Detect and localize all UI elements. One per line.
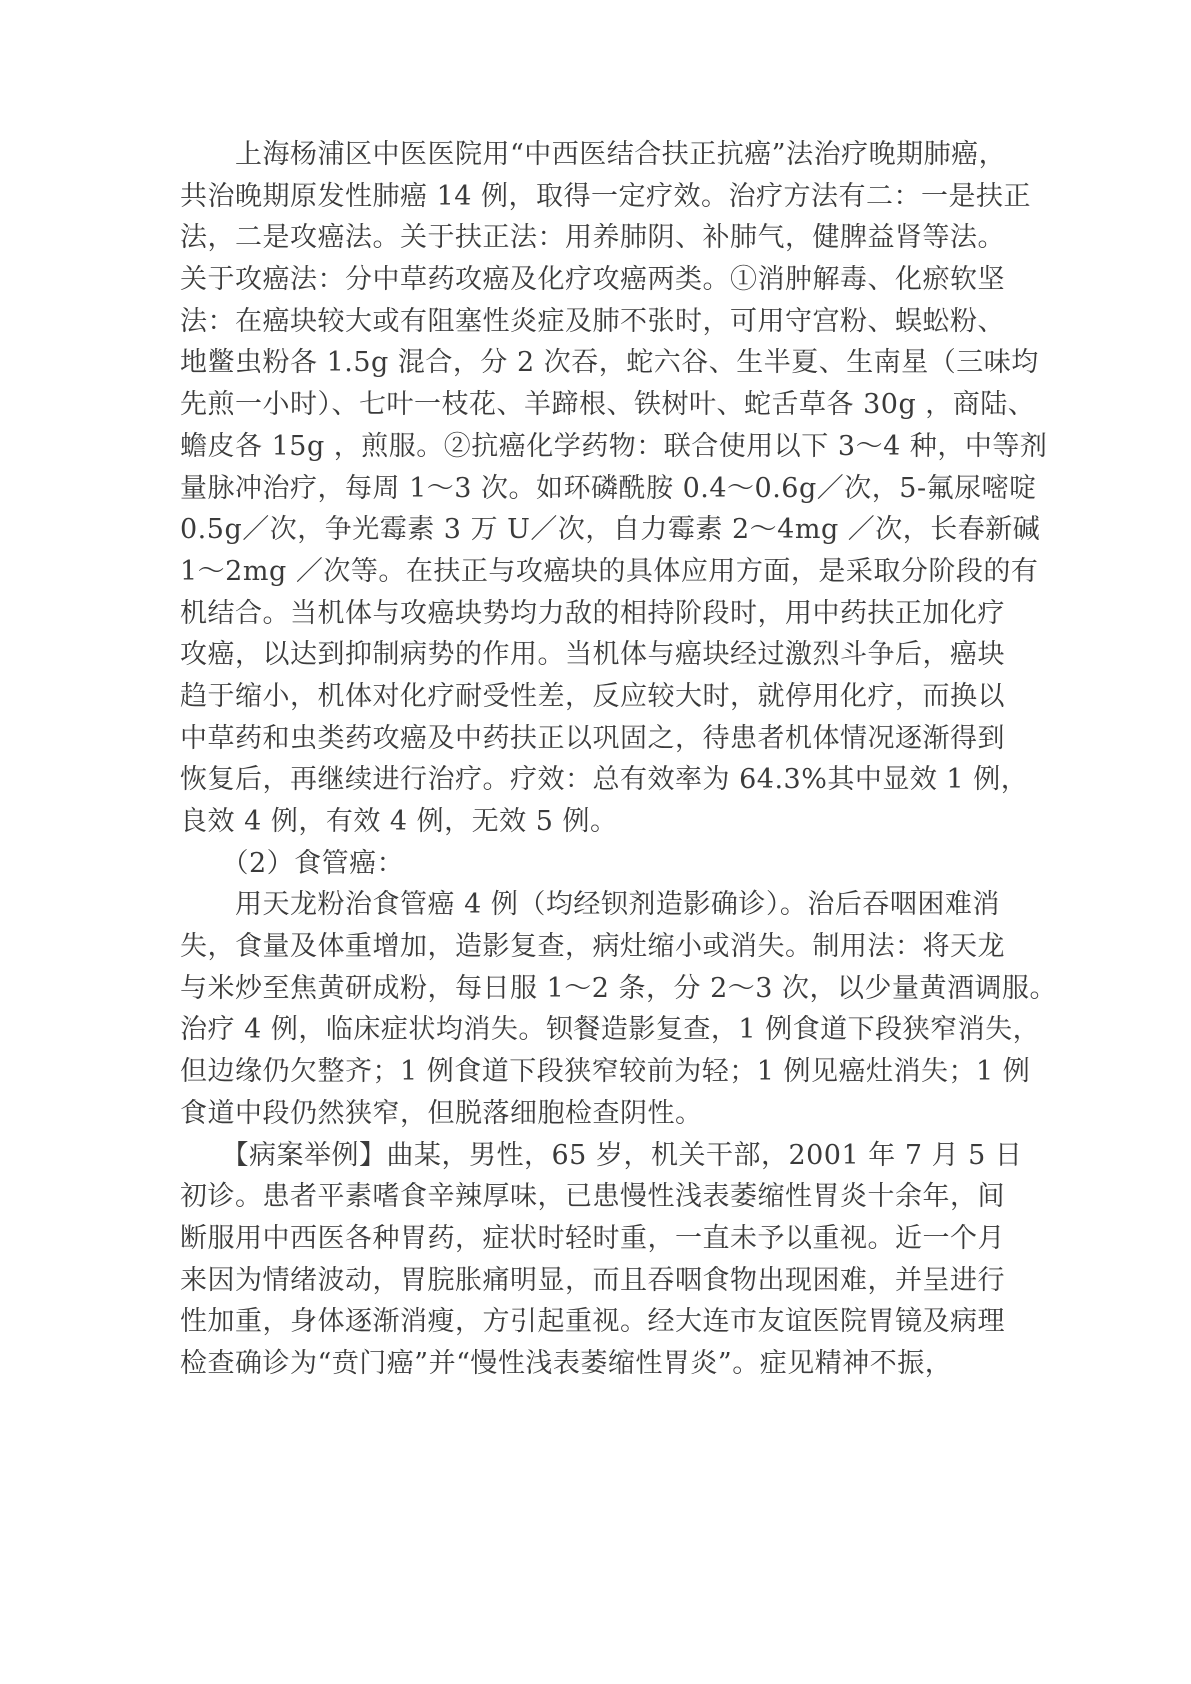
text-line: （2）食管癌： bbox=[180, 847, 405, 879]
text-line: 中草药和虫类药攻癌及中药扶正以巩固之，待患者机体情况逐渐得到 bbox=[180, 722, 1005, 754]
text-line: 先煎一小时）、七叶一枝花、羊蹄根、铁树叶、蛇舌草各 30g ，商陆、 bbox=[180, 389, 1036, 421]
text-line: 1～2mg ／次等。在扶正与攻癌块的具体应用方面，是采取分阶段的有 bbox=[180, 555, 1039, 587]
body-text bbox=[180, 134, 1058, 1385]
text-line: 良效 4 例，有效 4 例，无效 5 例。 bbox=[180, 806, 618, 837]
text-line: 与米炒至焦黄研成粉，每日服 1～2 条，分 2～3 次，以少量黄酒调服。 bbox=[180, 972, 1058, 1004]
paragraph-esophageal-treatment bbox=[180, 884, 1058, 1134]
text-line: 上海杨浦区中医医院用“中西医结合扶正抗癌”法治疗晚期肺癌， bbox=[180, 139, 1007, 170]
text-line: 治疗 4 例，临床症状均消失。钡餐造影复查，1 例食道下段狭窄消失， bbox=[180, 1014, 1041, 1046]
text-line: 检查确诊为“贲门癌”并“慢性浅表萎缩性胃炎”。症见精神不振， bbox=[180, 1347, 953, 1379]
text-line: 量脉冲治疗，每周 1～3 次。如环磷酰胺 0.4～0.6g／次，5-氟尿嘧啶 bbox=[180, 472, 1037, 504]
text-line: 性加重，身体逐渐消瘦，方引起重视。经大连市友谊医院胃镜及病理 bbox=[180, 1306, 1005, 1338]
text-line: 初诊。患者平素嗜食辛辣厚味，已患慢性浅表萎缩性胃炎十余年，间 bbox=[180, 1181, 1005, 1213]
text-line: 法，二是攻癌法。关于扶正法：用养肺阴、补肺气，健脾益肾等法。 bbox=[180, 222, 1005, 254]
text-line: 共治晚期原发性肺癌 14 例，取得一定疗效。治疗方法有二：一是扶正 bbox=[180, 180, 1032, 212]
text-line: 恢复后，再继续进行治疗。疗效：总有效率为 64.3%其中显效 1 例， bbox=[180, 764, 1029, 796]
text-line: 失，食量及体重增加，造影复查，病灶缩小或消失。制用法：将天龙 bbox=[180, 931, 1005, 963]
text-line: 食道中段仍然狭窄，但脱落细胞检查阴性。 bbox=[180, 1097, 703, 1129]
text-line: 攻癌，以达到抑制病势的作用。当机体与癌块经过激烈斗争后，癌块 bbox=[180, 639, 1005, 671]
paragraph-lung-cancer-treatment bbox=[180, 134, 1048, 843]
text-line: 0.5g／次，争光霉素 3 万 U／次，自力霉素 2～4mg ／次，长春新碱 bbox=[180, 514, 1041, 546]
text-line: 【病案举例】曲某，男性，65 岁，机关干部，2001 年 7 月 5 日 bbox=[180, 1139, 1023, 1171]
text-line: 法：在癌块较大或有阻塞性炎症及肺不张时，可用守宫粉、蜈蚣粉、 bbox=[180, 305, 1005, 337]
text-line: 关于攻癌法：分中草药攻癌及化疗攻癌两类。①消肿解毒、化瘀软坚 bbox=[180, 264, 1005, 296]
text-line: 蟾皮各 15g ，煎服。②抗癌化学药物：联合使用以下 3～4 种，中等剂 bbox=[180, 430, 1048, 462]
text-line: 趋于缩小，机体对化疗耐受性差，反应较大时，就停用化疗，而换以 bbox=[180, 680, 1005, 712]
paragraph-case-example bbox=[180, 1135, 1026, 1385]
text-line: 用天龙粉治食管癌 4 例（均经钡剂造影确诊）。治后吞咽困难消 bbox=[180, 889, 1000, 921]
text-line: 但边缘仍欠整齐；1 例食道下段狭窄较前为轻；1 例见癌灶消失；1 例 bbox=[180, 1056, 1031, 1088]
text-line: 来因为情绪波动，胃脘胀痛明显，而且吞咽食物出现困难，并呈进行 bbox=[180, 1264, 1005, 1296]
section-heading-esophageal-cancer bbox=[180, 843, 1026, 885]
text-line: 地鳖虫粉各 1.5g 混合，分 2 次吞，蛇六谷、生半夏、生南星（三味均 bbox=[180, 347, 1039, 379]
text-line: 断服用中西医各种胃药，症状时轻时重，一直未予以重视。近一个月 bbox=[180, 1222, 1005, 1254]
text-line: 机结合。当机体与攻癌块势均力敌的相持阶段时，用中药扶正加化疗 bbox=[180, 597, 1005, 629]
